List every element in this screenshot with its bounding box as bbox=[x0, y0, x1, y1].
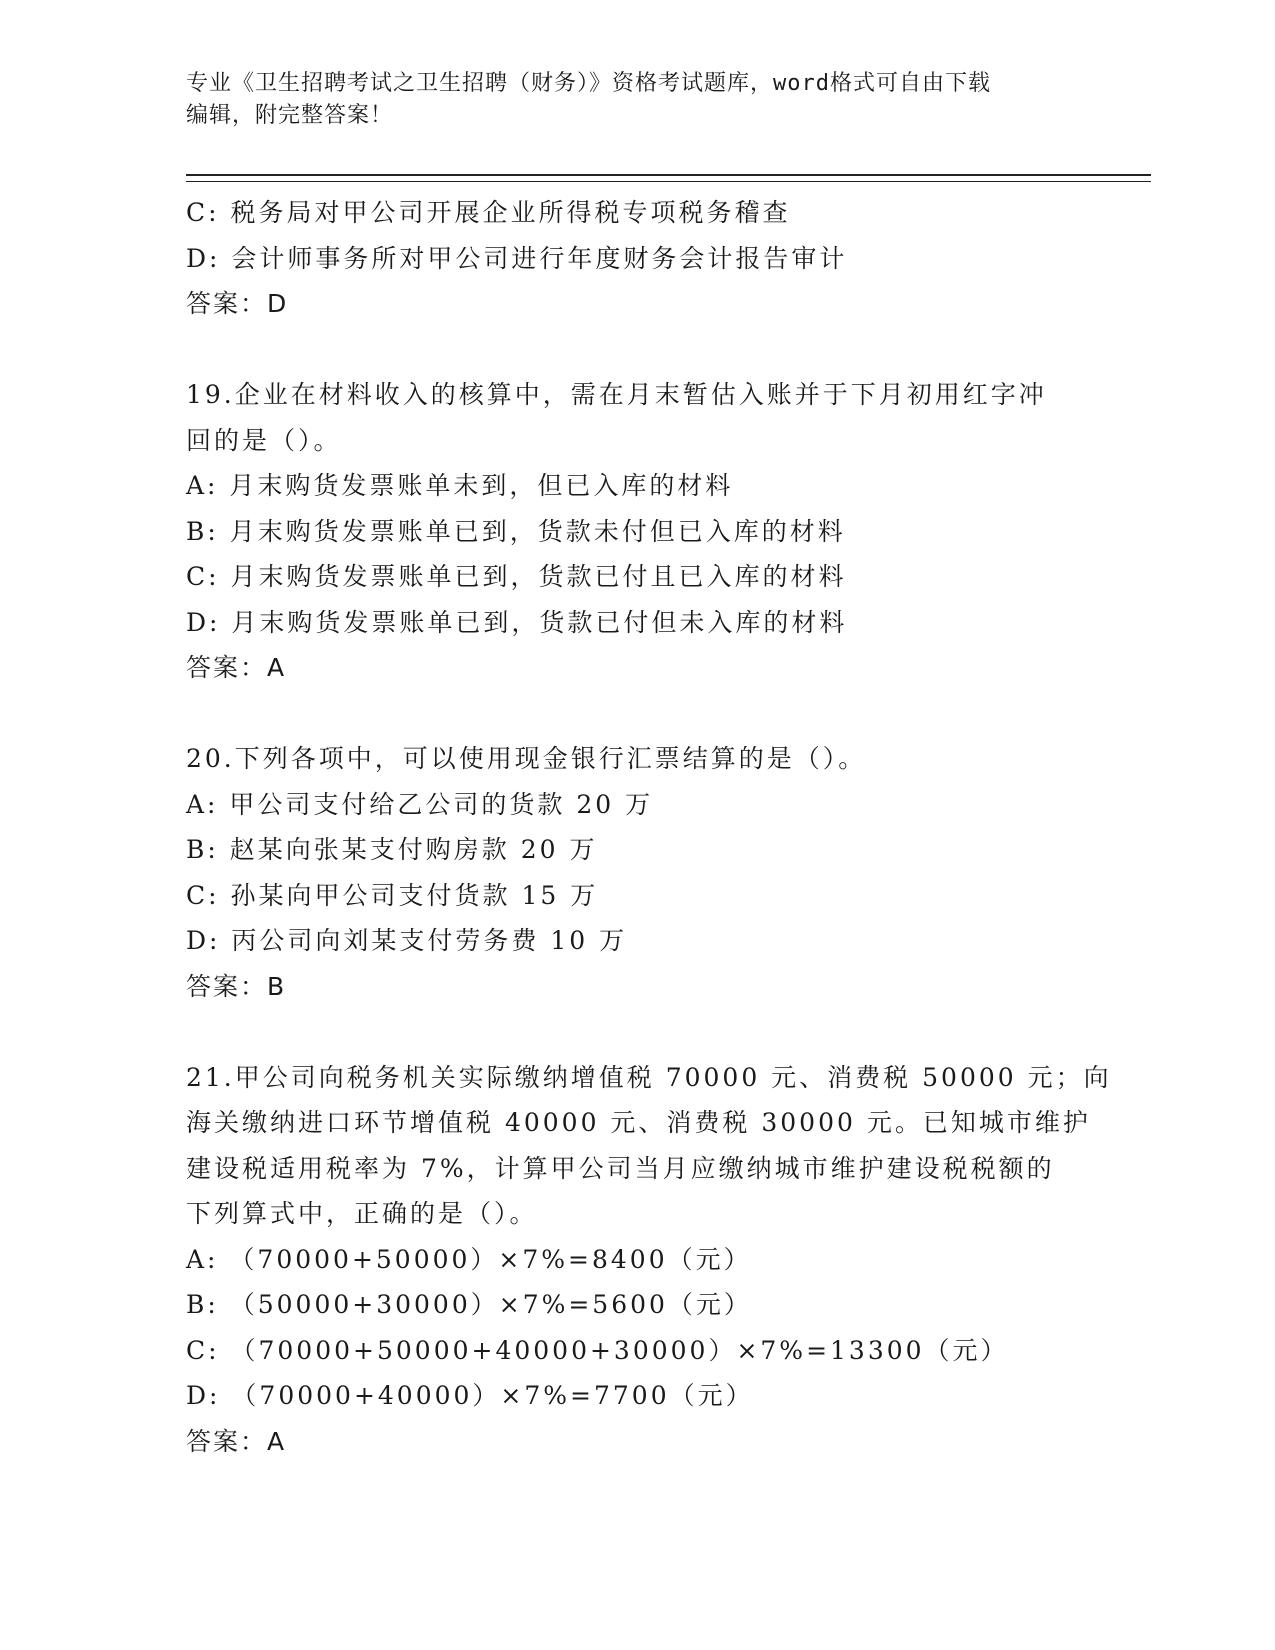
option-d: D: 月末购货发票账单已到，货款已付但未入库的材料 bbox=[186, 607, 848, 637]
question-21 bbox=[186, 1055, 1112, 1465]
option-d: D: 会计师事务所对甲公司进行年度财务会计报告审计 bbox=[186, 243, 848, 273]
question-stem: 下列算式中，正确的是（）。 bbox=[186, 1199, 538, 1228]
header-rule-thin bbox=[186, 181, 1151, 182]
question-list bbox=[186, 190, 1112, 1464]
previous-question-tail bbox=[186, 190, 1086, 327]
option-c: C: 月末购货发票账单已到，货款已付且已入库的材料 bbox=[186, 562, 847, 591]
option-d: D: 丙公司向刘某支付劳务费 10 万 bbox=[186, 926, 628, 955]
answer-line: 答案：D bbox=[186, 289, 289, 318]
header-line-1: 专业《卫生招聘考试之卫生招聘（财务）》资格考试题库，word格式可自由下载 bbox=[186, 71, 991, 96]
option-b: B: 月末购货发票账单已到，货款未付但已入库的材料 bbox=[186, 516, 846, 546]
document-header bbox=[186, 68, 1066, 132]
question-stem: 21.甲公司向税务机关实际缴纳增值税 70000 元、消费税 50000 元；向 bbox=[186, 1062, 1112, 1092]
header-rule-thick bbox=[186, 174, 1151, 176]
question-20 bbox=[186, 736, 1086, 1009]
spacer bbox=[186, 1009, 1086, 1055]
option-c: C: 税务局对甲公司开展企业所得税专项税务稽查 bbox=[186, 198, 791, 227]
answer-line: 答案：B bbox=[186, 971, 287, 1001]
spacer bbox=[186, 691, 1086, 737]
question-stem: 20.下列各项中，可以使用现金银行汇票结算的是（）。 bbox=[186, 744, 867, 773]
option-b: B: 赵某向张某支付购房款 20 万 bbox=[186, 835, 598, 864]
option-b: B: （50000+30000）×7%=5600（元） bbox=[186, 1290, 752, 1319]
answer-line: 答案：A bbox=[186, 653, 287, 682]
option-a: A: （70000+50000）×7%=8400（元） bbox=[186, 1244, 752, 1274]
spacer bbox=[186, 327, 1086, 373]
option-d: D: （70000+40000）×7%=7700（元） bbox=[186, 1381, 754, 1410]
option-c: C: （70000+50000+40000+30000）×7%=13300（元） bbox=[186, 1335, 1009, 1365]
question-19 bbox=[186, 372, 1086, 691]
option-a: A: 甲公司支付给乙公司的货款 20 万 bbox=[186, 789, 654, 819]
question-stem: 建设税适用税率为 7%，计算甲公司当月应缴纳城市维护建设税税额的 bbox=[186, 1153, 1055, 1183]
question-stem: 回的是（）。 bbox=[186, 425, 342, 455]
option-c: C: 孙某向甲公司支付货款 15 万 bbox=[186, 880, 599, 910]
question-stem: 海关缴纳进口环节增值税 40000 元、消费税 30000 元。已知城市维护 bbox=[186, 1108, 1091, 1137]
question-stem: 19.企业在材料收入的核算中，需在月末暂估入账并于下月初用红字冲 bbox=[186, 380, 1047, 409]
answer-line: 答案：A bbox=[186, 1426, 287, 1456]
option-a: A: 月末购货发票账单未到，但已入库的材料 bbox=[186, 471, 734, 500]
header-line-2: 编辑，附完整答案！ bbox=[186, 103, 394, 128]
